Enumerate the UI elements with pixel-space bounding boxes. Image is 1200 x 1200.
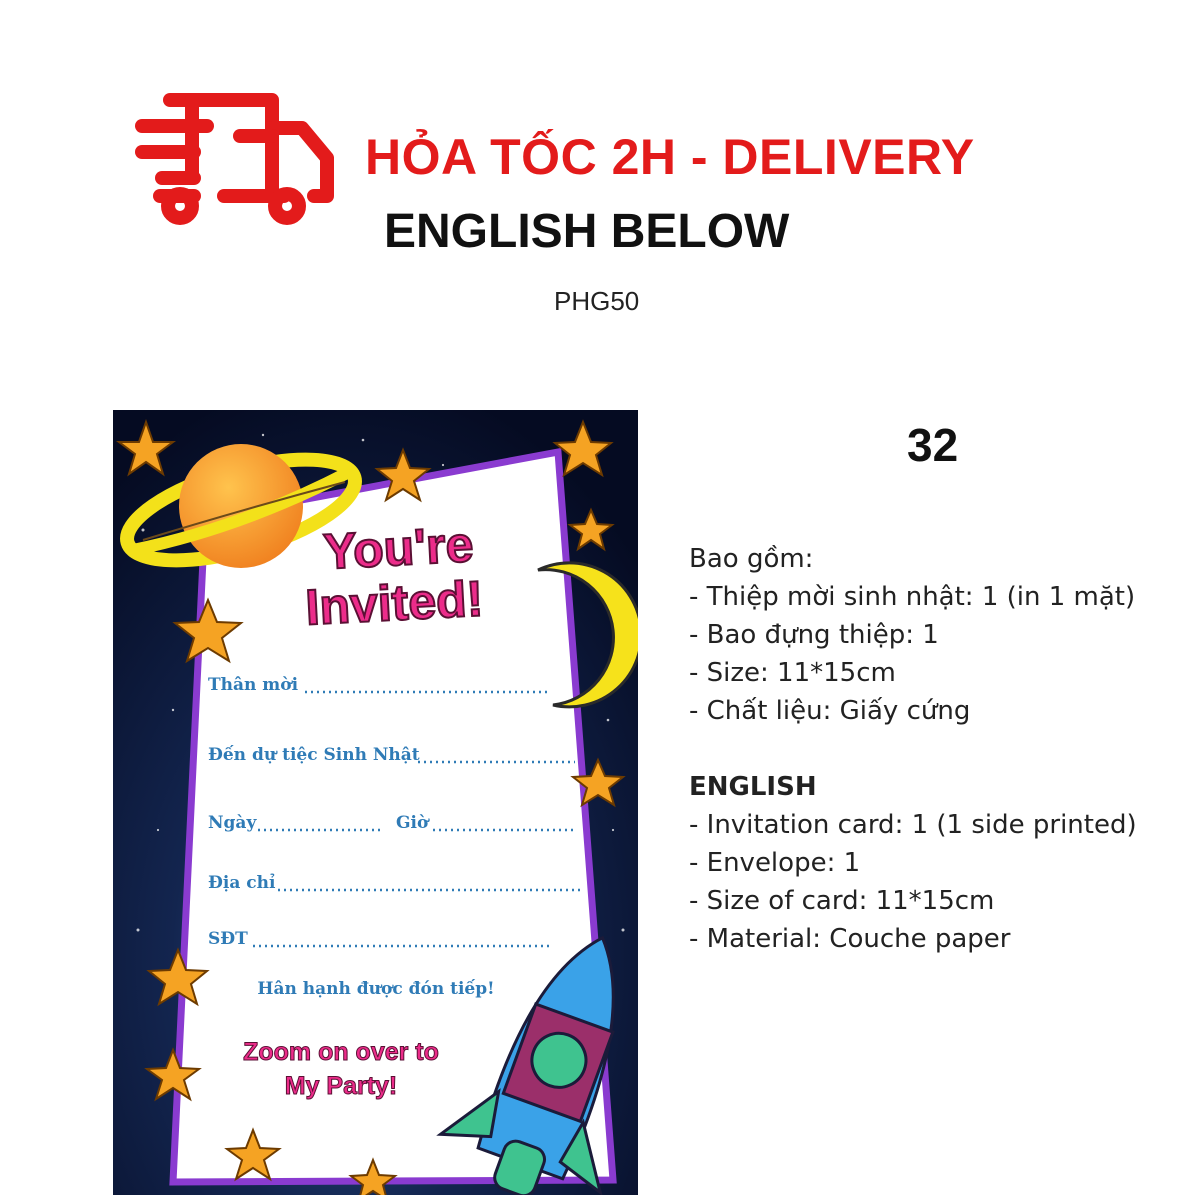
invitation-card-image bbox=[113, 410, 638, 1195]
details-en-item: - Material: Couche paper bbox=[689, 924, 1011, 954]
card-title-line1: You're bbox=[322, 516, 475, 580]
details-en-item: - Invitation card: 1 (1 side printed) bbox=[689, 810, 1137, 840]
details-vi-item: - Size: 11*15cm bbox=[689, 658, 896, 688]
details-en-item: - Envelope: 1 bbox=[689, 848, 861, 878]
field-phone: SĐT bbox=[208, 929, 248, 949]
welcome-text: Hân hạnh được đón tiếp! bbox=[257, 979, 495, 999]
field-time: Giờ bbox=[396, 813, 429, 833]
english-below-heading: ENGLISH BELOW bbox=[384, 205, 790, 258]
field-invite: Thân mời bbox=[208, 675, 299, 695]
details-en-item: - Size of card: 11*15cm bbox=[689, 886, 995, 916]
delivery-truck-icon bbox=[132, 88, 337, 228]
details-en-heading: ENGLISH bbox=[689, 772, 817, 802]
field-party: Đến dự tiệc Sinh Nhật bbox=[208, 745, 420, 765]
card-title-line2: Invited! bbox=[304, 570, 485, 636]
details-vi-item: - Bao đựng thiệp: 1 bbox=[689, 620, 939, 650]
quantity-count: 32 bbox=[907, 419, 959, 471]
field-address: Địa chỉ bbox=[208, 873, 276, 893]
slogan-line2: My Party! bbox=[284, 1072, 398, 1100]
details-vi-heading: Bao gồm: bbox=[689, 544, 814, 574]
product-details bbox=[689, 540, 1189, 958]
product-code: PHG50 bbox=[554, 286, 640, 316]
slogan-line1: Zoom on over to bbox=[243, 1038, 439, 1066]
field-date: Ngày bbox=[208, 813, 257, 833]
details-vi-item: - Thiệp mời sinh nhật: 1 (in 1 mặt) bbox=[689, 582, 1136, 612]
details-vi-item: - Chất liệu: Giấy cứng bbox=[689, 696, 971, 726]
delivery-headline: HỎA TỐC 2H - DELIVERY bbox=[365, 129, 975, 185]
